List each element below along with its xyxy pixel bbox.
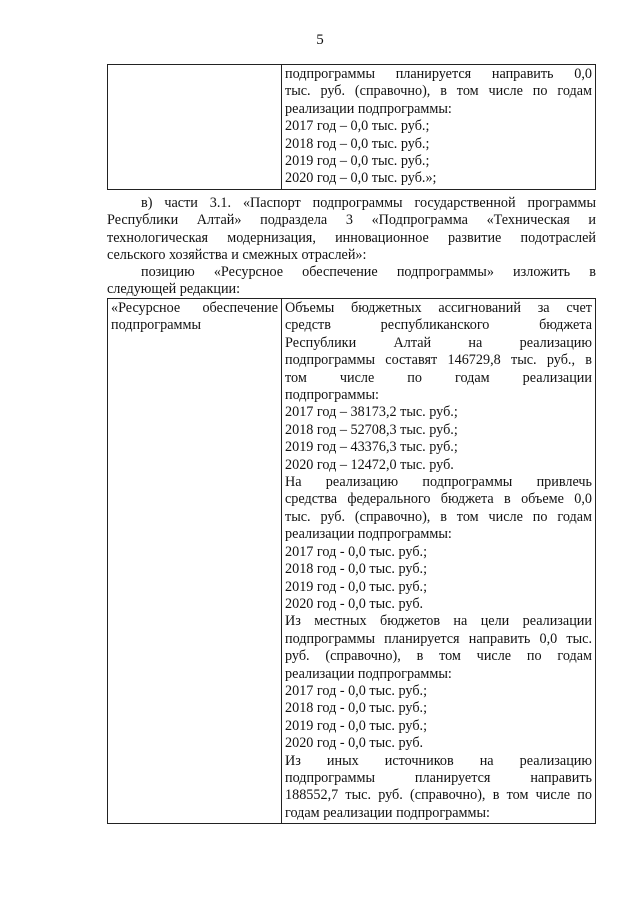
table-continuation <box>107 64 596 190</box>
cell-line: 2019 год – 0,0 тыс. руб.; <box>285 153 430 170</box>
cell-line: подпрограммы: <box>285 387 379 404</box>
table-row <box>108 65 596 190</box>
table-cell-left-empty <box>108 65 282 190</box>
cell-line: 2019 год - 0,0 тыс. руб.; <box>285 717 428 734</box>
paragraph-part-c <box>107 195 596 265</box>
cell-line: годам реализации подпрограммы: <box>285 804 490 821</box>
cell-line: подпрограммы составят 146729,8 тыс. руб., в <box>285 352 592 369</box>
cell-line: 2017 год - 0,0 тыс. руб.; <box>285 543 428 560</box>
cell-line: 2017 год - 0,0 тыс. руб.; <box>285 682 428 699</box>
cell-line: 2018 год - 0,0 тыс. руб.; <box>285 561 428 578</box>
table-cell-right <box>282 299 596 824</box>
resource-table <box>107 298 596 824</box>
paragraph-line: сельского хозяйства и смежных отраслей»: <box>107 247 367 264</box>
cell-line: На реализацию подпрограммы привлечь <box>285 474 592 491</box>
paragraph-position-change <box>107 264 596 299</box>
cell-line: 2019 год - 0,0 тыс. руб.; <box>285 578 428 595</box>
cell-line: Республики Алтай на реализацию <box>285 334 592 351</box>
cell-line: руб. (справочно), в том числе по годам <box>285 648 592 665</box>
cell-line: средства федерального бюджета в объеме 0,0 <box>285 491 592 508</box>
cell-line: 2020 год – 12472,0 тыс. руб. <box>285 456 454 473</box>
cell-line: реализации подпрограммы: <box>285 526 452 543</box>
table-cell-left <box>108 299 282 824</box>
paragraph-line: следующей редакции: <box>107 281 241 298</box>
cell-line: подпрограммы планируется направить 0,0 <box>285 66 592 82</box>
cell-line: 2017 год – 38173,2 тыс. руб.; <box>285 404 458 421</box>
cell-line: реализации подпрограммы: <box>285 665 452 682</box>
page-number: 5 <box>316 32 324 48</box>
cell-line: средств республиканского бюджета <box>285 317 592 334</box>
cell-line: реализации подпрограммы: <box>285 100 452 117</box>
cell-line: Из местных бюджетов на цели реализации <box>285 613 592 630</box>
cell-line: 188552,7 тыс. руб. (справочно), в том числе по <box>285 787 592 804</box>
table-cell-right <box>282 65 596 190</box>
paragraph-line: позицию «Ресурсное обеспечение подпрограммы» изложить в <box>141 264 596 280</box>
paragraph-line: технологическая модернизация, инновационное развитие подотраслей <box>107 229 596 246</box>
paragraph-line: в) части 3.1. «Паспорт подпрограммы государственной программы <box>141 195 596 211</box>
cell-line: 2018 год – 52708,3 тыс. руб.; <box>285 421 458 438</box>
cell-line: 2020 год - 0,0 тыс. руб. <box>285 595 424 612</box>
cell-line: том числе по годам реализации <box>285 369 592 386</box>
cell-line: 2018 год - 0,0 тыс. руб.; <box>285 700 428 717</box>
table-row <box>108 299 596 824</box>
paragraph-line: Республики Алтай» подраздела 3 «Подпрограмма «Техническая и <box>107 212 596 229</box>
cell-line: тыс. руб. (справочно), в том числе по годам <box>285 508 592 525</box>
cell-line: 2017 год – 0,0 тыс. руб.; <box>285 118 430 135</box>
cell-line: 2018 год – 0,0 тыс. руб.; <box>285 135 430 152</box>
cell-line: подпрограммы планируется направить 0,0 тыс. <box>285 630 592 647</box>
cell-line: Объемы бюджетных ассигнований за счет <box>285 300 592 316</box>
cell-line: «Ресурсное обеспечение <box>111 300 278 316</box>
cell-line: 2020 год – 0,0 тыс. руб.»; <box>285 170 437 187</box>
cell-line: подпрограммы планируется направить <box>285 769 592 786</box>
cell-line: Из иных источников на реализацию <box>285 752 592 769</box>
cell-line: 2019 год – 43376,3 тыс. руб.; <box>285 439 458 456</box>
cell-line: 2020 год - 0,0 тыс. руб. <box>285 735 424 752</box>
cell-line: тыс. руб. (справочно), в том числе по годам <box>285 83 592 100</box>
cell-line: подпрограммы <box>111 317 201 334</box>
